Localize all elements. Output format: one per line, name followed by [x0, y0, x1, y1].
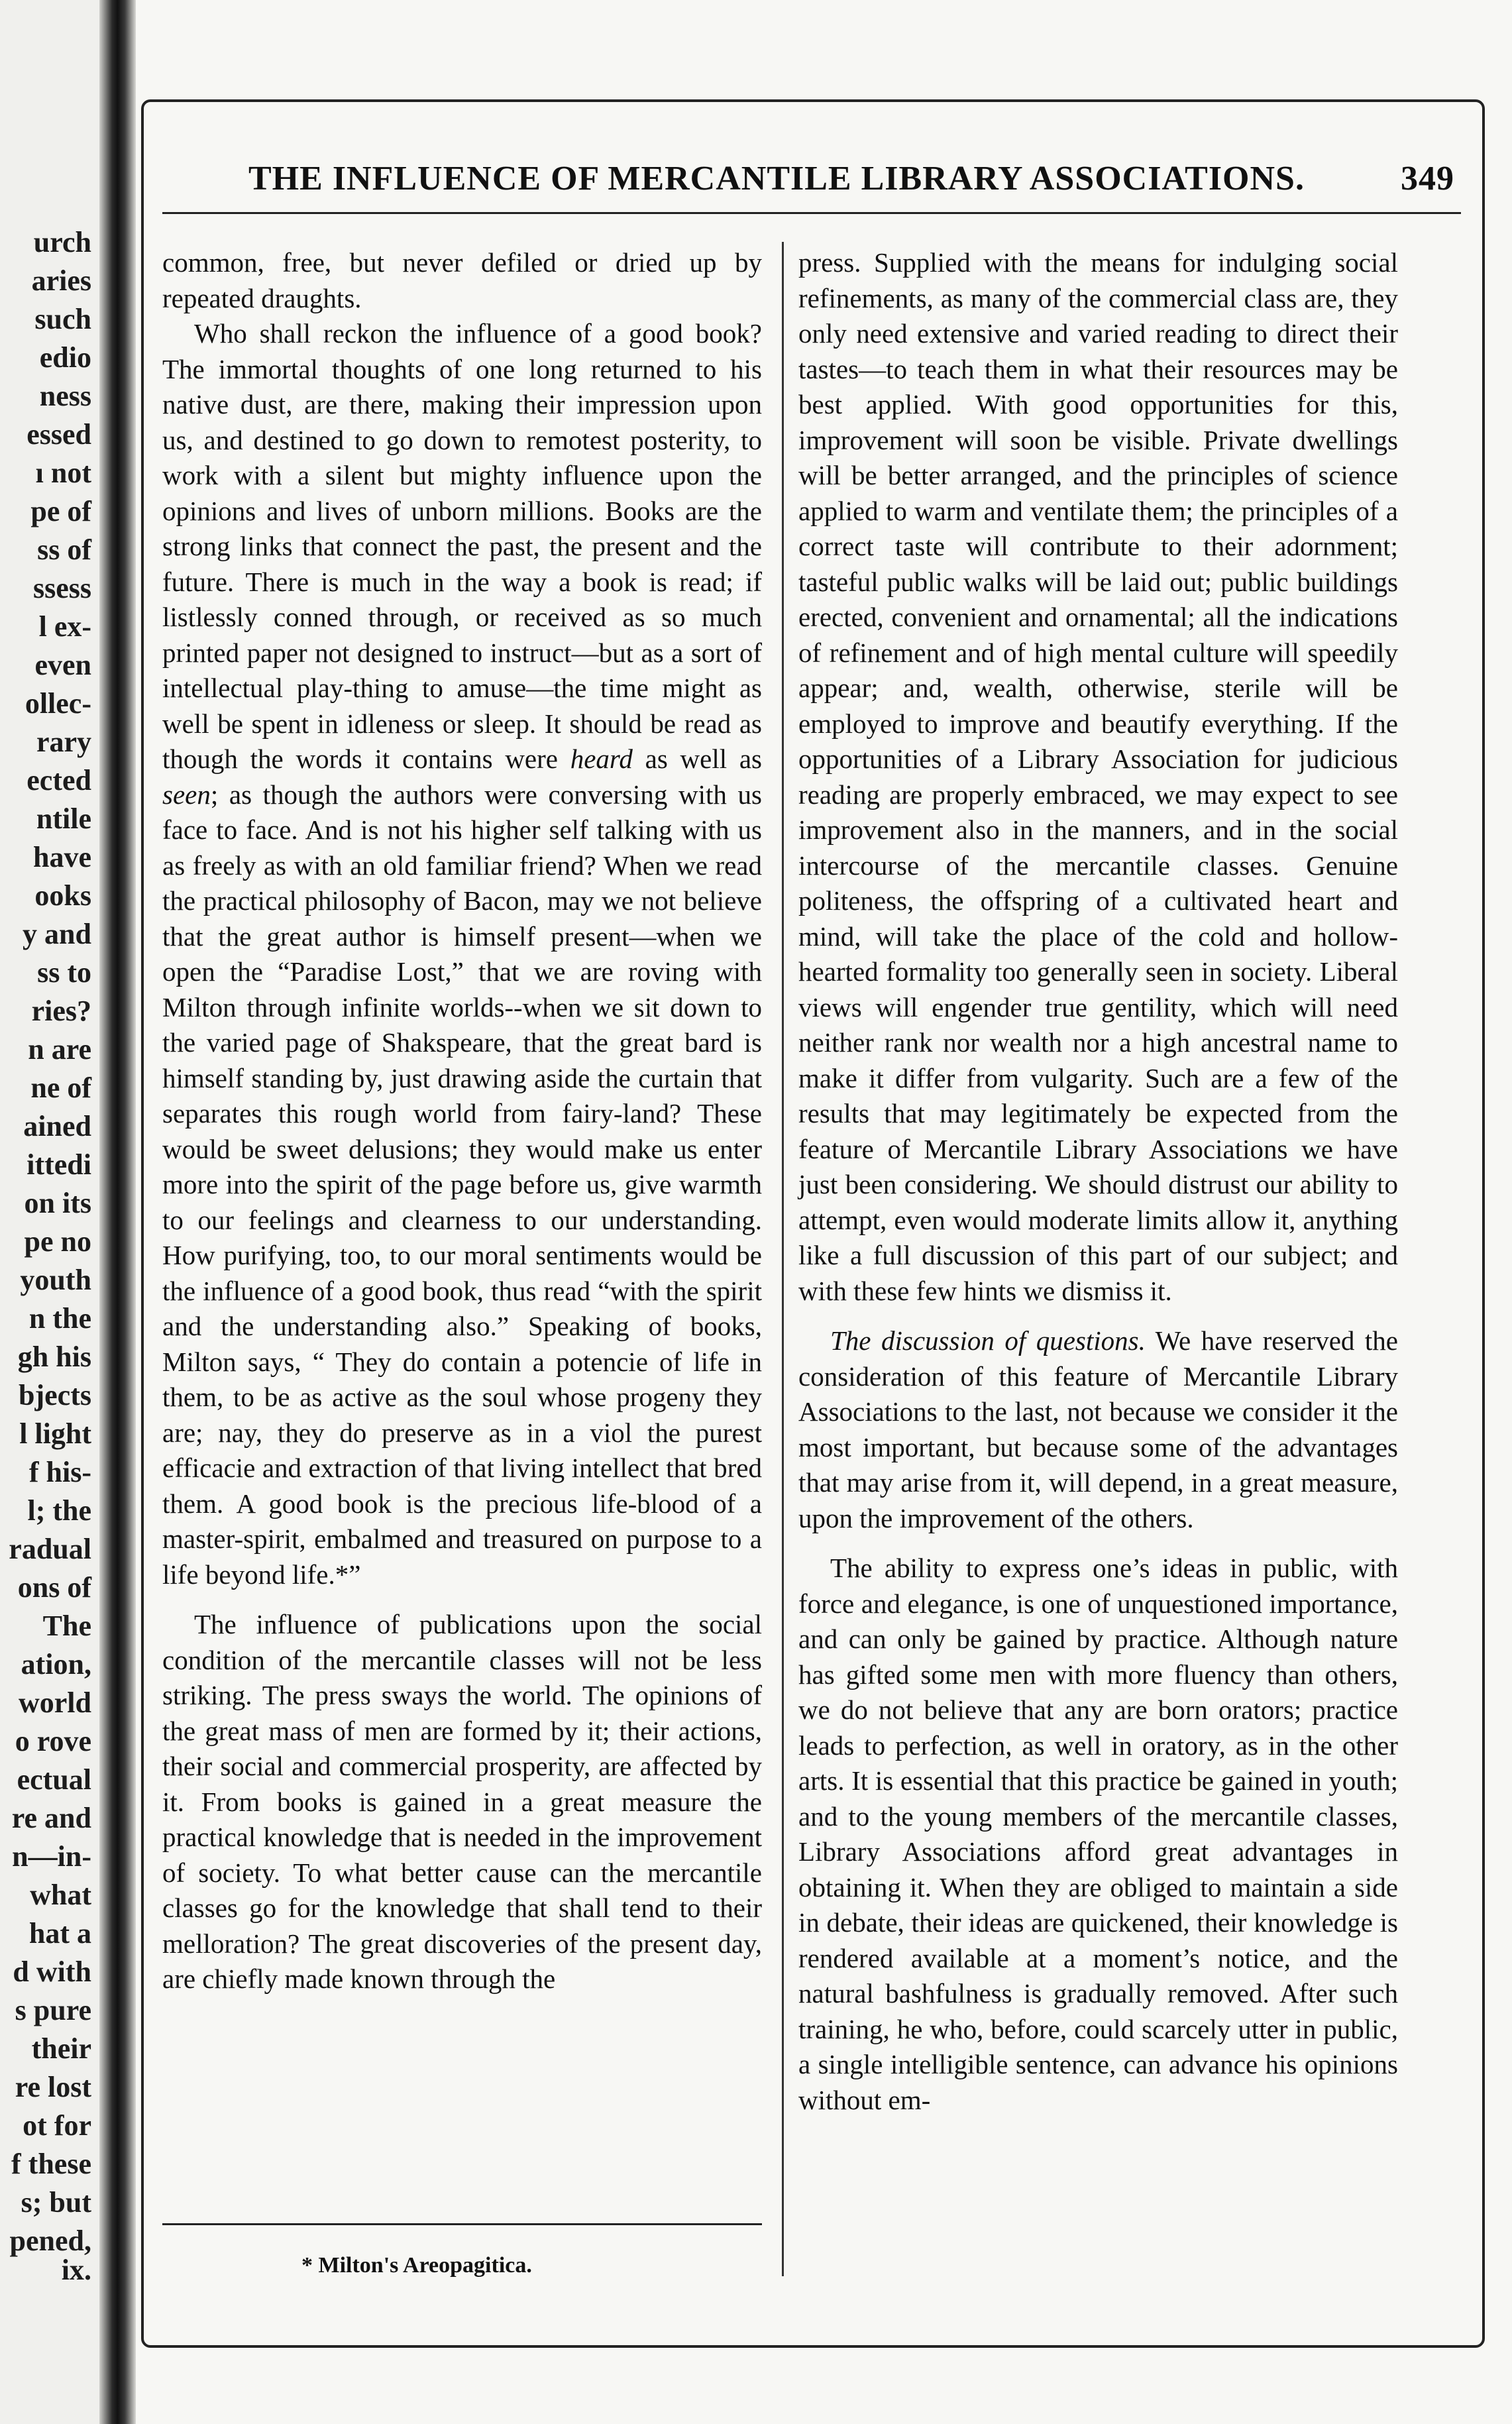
facing-page-fragment: their: [31, 2032, 91, 2065]
facing-page-fragment: s pure: [15, 1994, 91, 2026]
facing-page-fragment: pened,: [9, 2225, 91, 2257]
facing-page-fragment: ected: [27, 764, 91, 797]
paragraph: The influence of publications upon the social condition of the mercantile classes will not be less striking. The press sways the world. The opinions of the great mass of men are formed by it; their actions, their social and commercial prosperity, are affected by it. From books is gained in a great measure the practical knowledge that is needed in the improvement of society. To what better cause can the mercantile classes go for the knowledge that shall tend to their melloration? The great discoveries of the present day, are chiefly made known through the: [162, 1609, 762, 1994]
facing-page-fragment: ries?: [31, 995, 91, 1027]
footnote: * Milton's Areopagitica.: [301, 2253, 532, 2278]
facing-page-fragment: even: [34, 649, 91, 681]
facing-page-fragment: ained: [23, 1110, 91, 1142]
facing-page-fragment: y and: [23, 918, 91, 950]
section-heading: The discussion of questions.: [830, 1325, 1146, 1356]
paragraph: press. Supplied with the means for indulging social refinements, as many of the commercial class are, they only need extensive and varied reading to direct their tastes—to teach them in what their resources may be best applied. With good opportunities for this, improvement will soon be visible. Private dwellings will be better arranged, and the principles of science applied to warm and ventilate them; the principles of a correct taste will contribute to their adornment; tasteful public walks will be laid out; public buildings erected, convenient and ornamental; all the indications of refinement and of high mental culture will speedily appear; and, wealth, otherwise, sterile will be employed to improve and beautify everything. If the opportunities of a Library Association for judicious reading are properly embraced, we may expect to see improvement also in the manners, and in the social intercourse of the mercantile classes. Genuine politeness, the offspring of a cultivated heart and mind, will take the place of the cold and hollow-hearted formality too generally seen in society. Liberal views will engender true gentility, which will need neither rank nor wealth nor a high ancestral name to make it differ from vulgarity. Such are a few of the results that may legitimately be expected from the feature of Mercantile Library Associations we have just been considering. We should distrust our ability to attempt, even would moderate limits allow it, anything like a full discussion of this part of our subject; and with these few hints we dismiss it.: [798, 247, 1398, 1306]
facing-page-fragment: ss to: [37, 956, 91, 989]
facing-page-fragment: l; the: [27, 1494, 91, 1527]
running-title: THE INFLUENCE OF MERCANTILE LIBRARY ASSOCIATIONS.: [248, 160, 1305, 197]
paragraph: common, free, but never defiled or dried up by repeated draughts.: [162, 247, 762, 313]
facing-page-fragment: ı not: [35, 457, 91, 489]
facing-page-fragment: ness: [39, 380, 91, 412]
facing-page-fragment: o rove: [15, 1725, 91, 1757]
facing-page-fragment: world: [19, 1686, 91, 1719]
facing-page-fragment: f his-: [28, 1456, 91, 1488]
facing-page-fragment: re and: [11, 1802, 91, 1834]
right-column: [798, 245, 1398, 2118]
facing-page-fragment: bjects: [19, 1379, 91, 1411]
facing-page-fragment: ittedi: [27, 1148, 91, 1181]
footnote-rule: [162, 2223, 762, 2225]
facing-page-fragment: hat a: [28, 1917, 91, 1950]
header-rule: [162, 212, 1461, 214]
facing-page-fragment: l ex-: [38, 610, 91, 643]
page-number: 349: [1401, 160, 1454, 197]
facing-page-fragment: ot for: [23, 2109, 91, 2142]
facing-page-fragment: have: [33, 841, 91, 873]
facing-page-fragment: essed: [27, 418, 91, 451]
facing-page-fragment: rary: [36, 726, 91, 758]
facing-page-fragment: ix.: [61, 2254, 91, 2286]
facing-page-fragment: n are: [28, 1033, 91, 1066]
facing-page-fragment: ation,: [21, 1648, 91, 1680]
facing-page-fragment: radual: [9, 1533, 91, 1565]
facing-page-fragment: aries: [31, 264, 91, 297]
facing-page-fragment: pe of: [30, 495, 91, 527]
facing-page-fragment: youth: [20, 1264, 91, 1296]
page: [136, 0, 1512, 2424]
book-gutter: [99, 0, 136, 2424]
facing-page-fragment: l light: [19, 1417, 91, 1450]
facing-page-fragment: edio: [39, 341, 91, 374]
facing-page-fragment: pe no: [24, 1225, 91, 1258]
facing-page-fragment: ollec-: [25, 687, 91, 720]
running-header: [248, 159, 1454, 198]
facing-page-fragment: n—in-: [12, 1840, 91, 1873]
facing-page-fragment: ons of: [17, 1571, 91, 1604]
facing-page-fragment: re lost: [15, 2071, 91, 2103]
facing-page-fragment: on its: [24, 1187, 91, 1219]
facing-page-fragment: f these: [11, 2148, 91, 2180]
facing-page-fragment: ectual: [17, 1763, 91, 1796]
facing-page-fragment: d with: [13, 1956, 91, 1988]
paragraph: Who shall reckon the influence of a good book? The immortal thoughts of one long returned to his native dust, are there, making their impression upon us, and destined to go down to remotest posterity, to work with a silent but mighty influence upon the opinions and lives of unborn millions. Books are the strong links that connect the past, the present and the future. There is much in the way a book is read; if listlessly conned through, or received as so much printed paper not designed to instruct—but as a sort of intellectual play-thing to amuse—the time might as well be spent in idleness or sleep. It should be read as though the words it contains were heard as well as seen; as though the authors were conversing with us face to face. And is not his higher self talking with us as freely as with an old familiar friend? When we read the practical philosophy of Bacon, may we not believe that the great author is himself present—when we open the “Paradise Lost,” that we are roving with Milton through infinite worlds--when we sit down to the varied page of Shakspeare, that the great bard is himself standing by, just drawing aside the curtain that separates this rough world from fairy-land? These would be sweet delusions; they would make us enter more into the spirit of the page before us, give warmth to our feelings and clearness to our understanding. How purifying, too, to our moral sentiments would be the influence of a good book, thus read “with the spirit and the understanding also.” Speaking of books, Milton says, “ They do contain a potencie of life in them, to be as active as the soul whose progeny they are; nay, they do preserve as in a viol the purest efficacie and extraction of that living intellect that bred them. A good book is the precious life-blood of a master-spirit, embalmed and treasured on purpose to a life beyond life.*”: [162, 318, 763, 1590]
facing-page-fragment: ooks: [34, 879, 91, 912]
facing-page-fragment: ntile: [36, 802, 91, 835]
paragraph: The ability to express one’s ideas in public, with force and elegance, is one of unquestioned importance, and can only be gained by practice. Although nature has gifted some men with more fluency than others, we do not believe that any are born orators; practice leads to perfection, as well in oratory, as in the other arts. It is essential that this practice be gained in youth; and to the young members of the mercantile classes, Library Associations afford great advantages in obtaining it. When they are obliged to maintain a side in debate, their ideas are quickened, their knowledge is rendered available at a moment’s notice, and the natural bashfulness is gradually removed. After such training, he who, before, could scarcely utter in public, a single intelligible sentence, can advance his opinions without em-: [798, 1553, 1398, 2115]
left-column: [162, 245, 762, 1997]
facing-page-fragment: s; but: [21, 2186, 91, 2219]
facing-page-fragment: gh his: [17, 1341, 91, 1373]
paragraph: The discussion of questions. We have reserved the consideration of this feature of Mercantile Library Associations to the last, not because we consider it the most important, but because some of the advantages that may arise from it, will depend, in a great measure, upon the improvement of the others.: [798, 1325, 1398, 1533]
facing-page-fragment: The: [42, 1610, 91, 1642]
facing-page-fragment: n the: [28, 1302, 91, 1335]
facing-page-fragment: such: [34, 303, 91, 335]
facing-page-fragment: ne of: [30, 1072, 91, 1104]
facing-page-fragment: what: [30, 1879, 91, 1911]
facing-page-edge: [0, 0, 99, 2424]
facing-page-fragment: urch: [33, 226, 91, 258]
facing-page-fragment: ss of: [37, 533, 91, 566]
column-divider: [782, 242, 784, 2276]
facing-page-fragment: ssess: [32, 572, 91, 604]
